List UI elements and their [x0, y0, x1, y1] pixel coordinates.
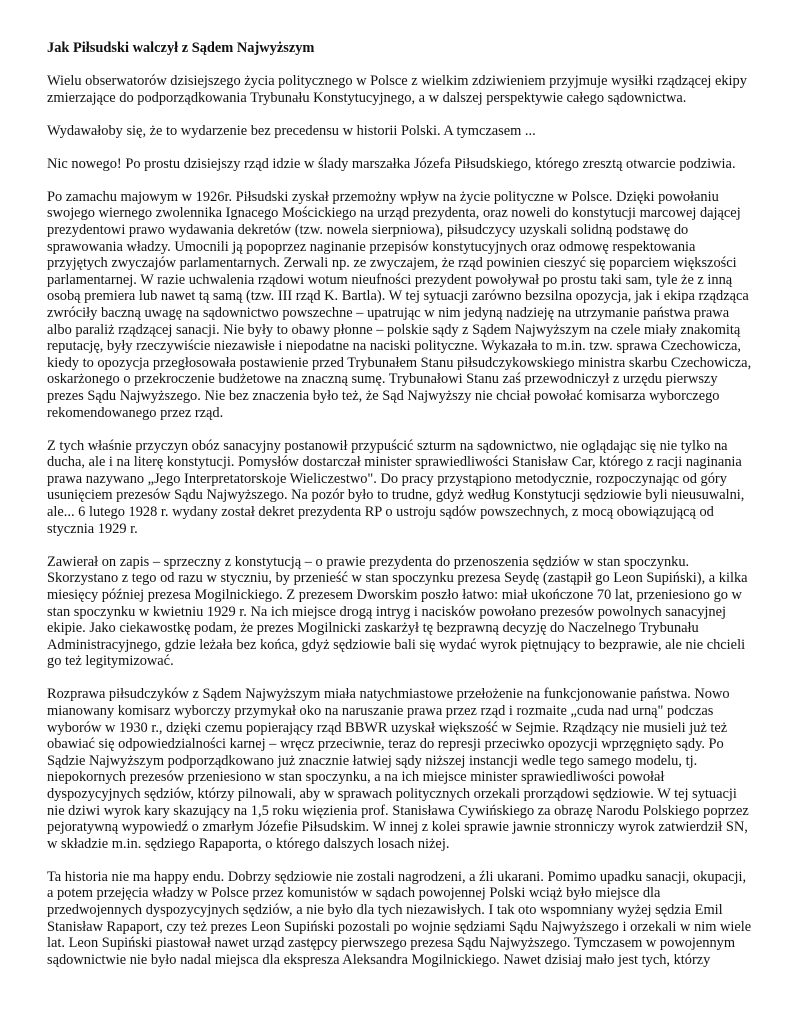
paragraph-5: Z tych właśnie przyczyn obóz sanacyjny postanowił przypuścić szturm na sądownictwo, nie oglądając się nie tylko na ducha, ale i na literę konstytucji. Pomysłów dostarczał minister sprawiedliwości Stanisław Car, którego z racji naginania prawa nazywano „Jego Interpretatorskoje Wieliczestwo". Do pracy przystąpiono metodycznie, rozpoczynając od góry usunięciem prezesów Sądu Najwyższego. Na pozór było to trudne, gdyż według Konstytucji sędziowie byli nieusuwalni, ale... 6 lutego 1928 r. wydany został dekret prezydenta RP o ustroju sądów powszechnych, z mocą obowiązującą od stycznia 1929 r.	[47, 437, 745, 537]
paragraph-6: Zawierał on zapis – sprzeczny z konstytucją – o prawie prezydenta do przenoszenia sędziów w stan spoczynku. Skorzystano z tego od razu w styczniu, by przenieść w stan spoczynku prezesa Seydę (zastąpił go Leon Supiński), a kilka miesięcy później prezesa Mogilnickiego. Z prezesem Dworskim poszło łatwo: miał ukończone 70 lat, przeniesiono go w stan spoczynku w kwietniu 1929 r. Na ich miejsce drogą intryg i nacisków powołano prezesów powolnych sanacyjnej ekipie. Jako ciekawostkę podam, że prezes Mogilnicki zaskarżył tę bezprawną decyzję do Naczelnego Trybunału Administracyjnego, gdzie leżała bez końca, gdyż sędziowie bali się wydać wyrok piętnujący to bezprawie, ale nie chcieli go też legitymizować.	[47, 553, 748, 670]
paragraph-1: Wielu obserwatorów dzisiejszego życia politycznego w Polsce z wielkim zdziwieniem przyjmuje wysiłki rządzącej ekipy zmierzające do podporządkowania Trybunału Konstytucyjnego, a w dalszej perspektywie całego sądownictwa.	[47, 73, 747, 106]
paragraph-2: Wydawałoby się, że to wydarzenie bez precedensu w historii Polski. A tymczasem ...	[47, 122, 536, 139]
article-title: Jak Piłsudski walczył z Sądem Najwyższym	[47, 40, 315, 56]
paragraph-7: Rozprawa piłsudczyków z Sądem Najwyższym miała natychmiastowe przełożenie na funkcjonowanie państwa. Nowo mianowany komisarz wyborczy przymykał oko na naruszanie prawa przez rząd i rozmaite „cuda nad urną" podczas wyborów w 1930 r., dzięki czemu popierający rząd BBWR uzyskał większość w Sejmie. Rządzący nie musieli już też obawiać się odpowiedzialności karnej – wręcz przeciwnie, teraz do represji przeciwko opozycji wprzęgnięto sądy. Po Sądzie Najwyższym podporządkowano już znacznie łatwiej sądy niższej instancji wedle tego samego modelu, tj. niepokornych prezesów przeniesiono w stan spoczynku, a na ich miejsce minister sprawiedliwości powołał dyspozycyjnych sędziów, którzy pilnowali, aby w sprawach politycznych orzekali prorządowi sędziowie. W tej sytuacji nie dziwi wyrok kary skazujący na 1,5 roku więzienia prof. Stanisława Cywińskiego za obrazę Narodu Polskiego poprzez pejoratywną wypowiedź o zmarłym Józefie Piłsudskim. W innej z kolei sprawie jawnie stronniczy wyrok zatwierdził SN, w składzie m.in. sędziego Rapaporta, o którego dalszych losach niżej.	[47, 686, 749, 852]
paragraph-8: Ta historia nie ma happy endu. Dobrzy sędziowie nie zostali nagrodzeni, a źli ukarani. Pomimo upadku sanacji, okupacji, a potem przejęcia władzy w Polsce przez komunistów w sądach powojennej Polski wciąż było miejsce dla przedwojennych dyspozycyjnych sędziów, a nie było dla tych niezawisłych. I tak oto wspomniany wyżej sędzia Emil Stanisław Rapaport, czy też prezes Leon Supiński pozostali po wojnie sędziami Sądu Najwyższego i orzekali w nim wiele lat. Leon Supiński piastował nawet urząd zastępcy pierwszego prezesa Sądu Najwyższego. Tymczasem w powojennym sądownictwie nie było nadal miejsca dla ekspresza Aleksandra Mogilnickiego. Nawet dzisiaj mało jest tych, którzy	[47, 868, 752, 968]
document-page	[47, 40, 752, 985]
paragraph-4: Po zamachu majowym w 1926r. Piłsudski zyskał przemożny wpływ na życie polityczne w Polsce. Dzięki powołaniu swojego wiernego zwolennika Ignacego Mościckiego na urząd prezydenta, oraz noweli do konstytucji marcowej dającej prezydentowi prawo wydawania dekretów (tzw. nowela sierpniowa), piłsudczycy uzyskali solidną podstawę do sprawowania władzy. Umocnili ją popoprzez naginanie przepisów konstytucyjnych oraz odmowę respektowania przyjętych zwyczajów parlamentarnych. Zerwali np. ze zwyczajem, że rząd powinien cieszyć się poparciem większości parlamentarnej. W razie uchwalenia rządowi wotum nieufności prezydent powoływał po prostu taki sam, tyle że z inną osobą premiera lub nawet tą samą (tzw. III rząd K. Bartla). W tej sytuacji zarówno bezsilna opozycja, jak i ekipa rządząca zwróciły baczną uwagę na sądownictwo powszechne – upatrując w nim jedyną nadzieję na utrzymanie państwa prawa albo paraliż rządzącej sanacji. Nie były to obawy płonne – polskie sądy z Sądem Najwyższym na czele miały znakomitą reputację, były rzeczywiście niezawisłe i niepodatne na naciski polityczne. Wykazała to m.in. tzw. sprawa Czechowicza, kiedy to opozycja przegłosowała postawienie przed Trybunałem Stanu piłsudczykowskiego ministra skarbu Czechowicza, oskarżonego o przekroczenie budżetowe na znaczną sumę. Trybunałowi Stanu zaś przewodniczył z urzędu pierwszy prezes Sądu Najwyższego. Nie bez znaczenia było też, że Sąd Najwyższy nie chciał powołać komisarza wyborczego rekomendowanego przez rząd.	[47, 188, 752, 421]
paragraph-3: Nic nowego! Po prostu dzisiejszy rząd idzie w ślady marszałka Józefa Piłsudskiego, którego zresztą otwarcie podziwia.	[47, 155, 736, 172]
